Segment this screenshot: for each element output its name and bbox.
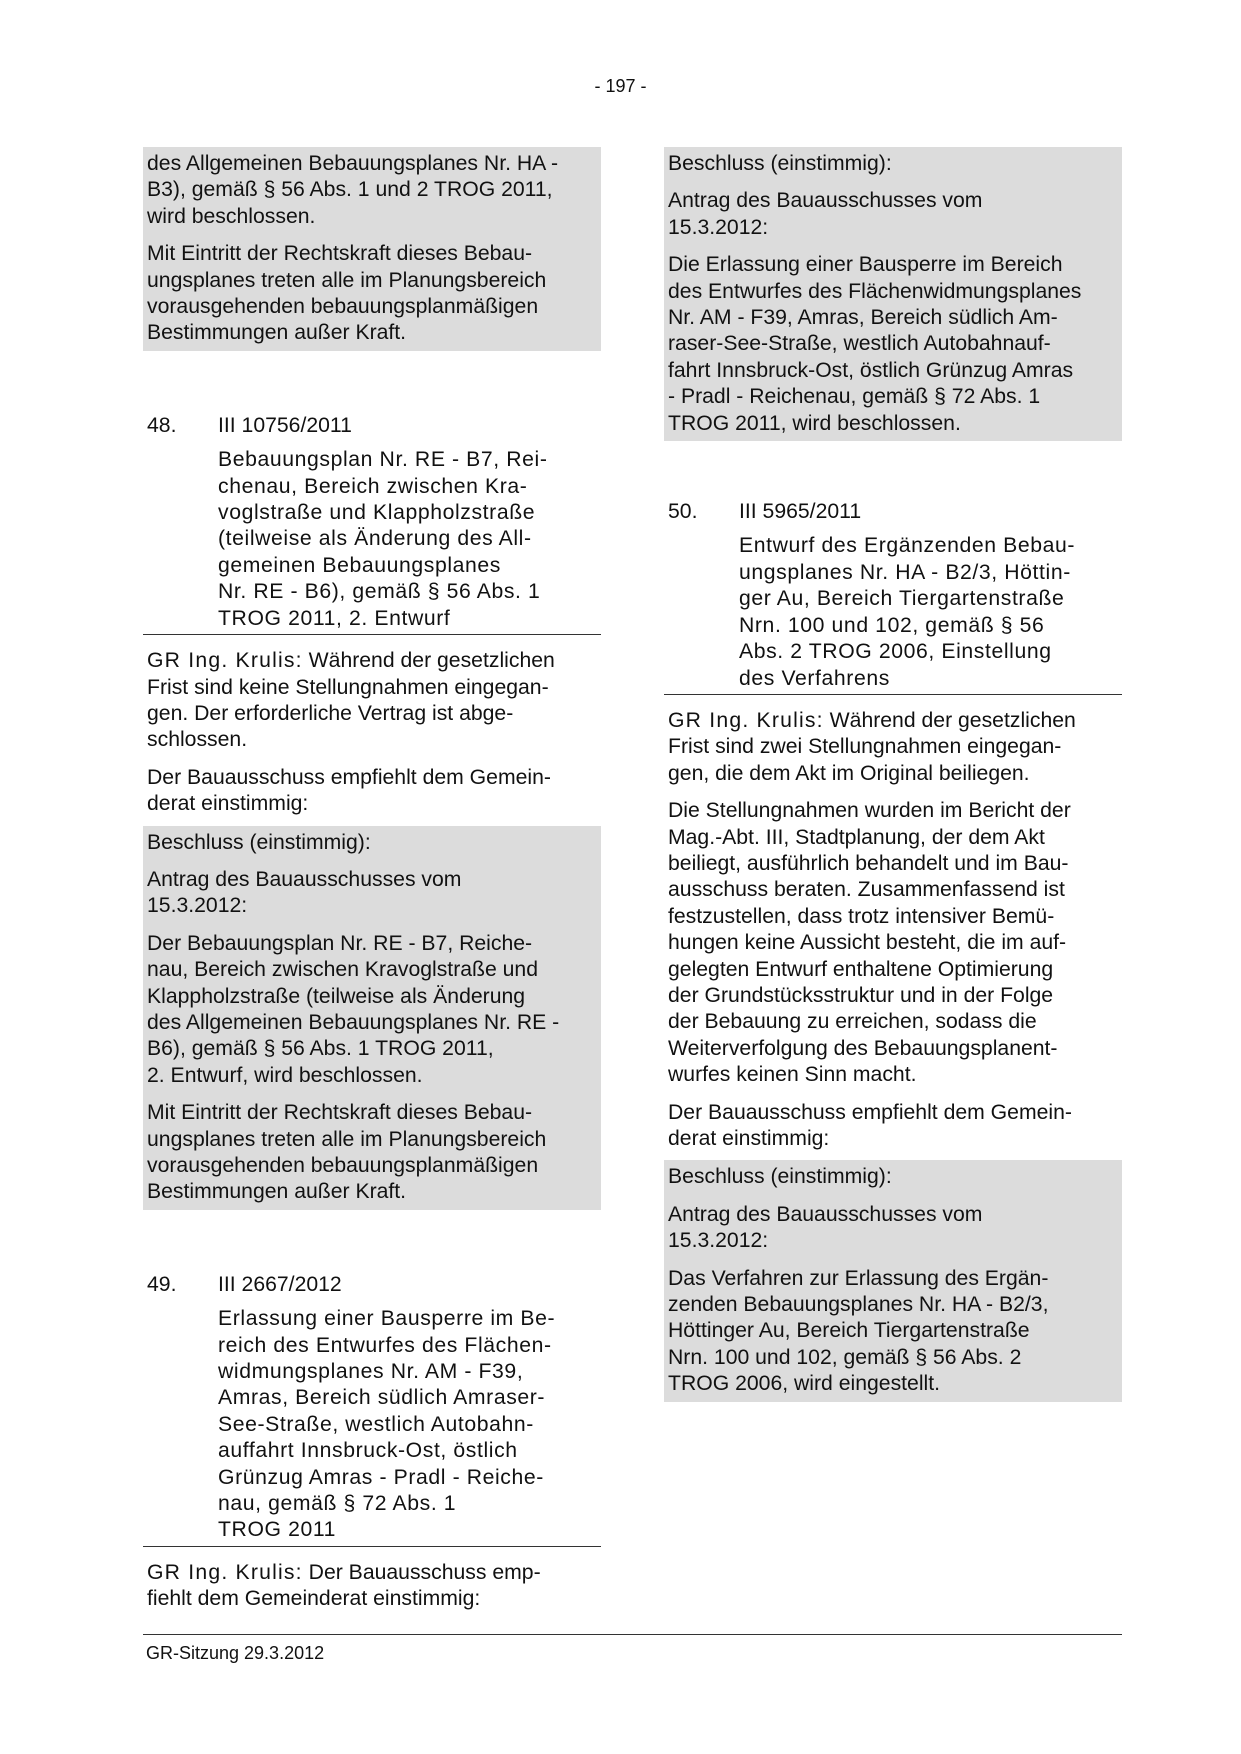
- page-number: - 197 -: [594, 76, 647, 96]
- agenda-item-49: [143, 1272, 601, 1613]
- resolution-heading: Beschluss (einstimmig):: [668, 1165, 892, 1189]
- speaker-statement: [664, 708, 1122, 787]
- item-reference: III 2667/2012: [218, 1272, 342, 1296]
- resolution-box: [143, 826, 601, 1210]
- agenda-item-50: [664, 499, 1122, 1402]
- speaker-statement: [143, 1560, 601, 1613]
- statement-text: Während der gesetzlichen Frist sind zwei Stellungnahmen eingegan- gen, die dem Akt im Original beiliegen.: [668, 708, 1076, 785]
- resolution-box-49: [664, 147, 1122, 441]
- resolution-box: [664, 1160, 1122, 1401]
- statement-text: Während der gesetzlichen Frist sind keine Stellungnahmen eingegan- gen. Der erforderliche Vertrag ist abge- schlossen.: [147, 649, 555, 752]
- item-header: [143, 413, 601, 439]
- resolution-text: Die Erlassung einer Bausperre im Bereich des Entwurfes des Flächenwidmungsplanes Nr. AM - F39, Amras, Bereich südlich Am- raser-See-Straße, westlich Autobahnauf- fahrt Innsbruck-Ost, östlich Grünzug Amras - Pradl - Reichenau, gemäß § 72 Abs. 1 TROG 2011, wird beschlossen.: [668, 253, 1082, 435]
- resolution-text: Das Verfahren zur Erlassung des Ergän- zenden Bebauungsplanes Nr. HA - B2/3, Höttinger Au, Bereich Tiergartenstraße Nrn. 100 und 102, gemäß § 56 Abs. 2 TROG 2006, wird eingestellt.: [668, 1266, 1049, 1396]
- resolution-text: des Allgemeinen Bebauungsplanes Nr. HA - B3), gemäß § 56 Abs. 1 und 2 TROG 2011, wird beschlossen.: [147, 152, 559, 228]
- speaker-name: GR Ing. Krulis:: [147, 649, 303, 673]
- committee-recommendation: Der Bauausschuss empfiehlt dem Gemein- derat einstimmig:: [147, 765, 551, 816]
- resolution-text: Der Bebauungsplan Nr. RE - B7, Reiche- nau, Bereich zwischen Kravoglstraße und Klappholzstraße (teilweise als Änderung des Allgemeinen Bebauungsplanes Nr. RE - B6), gemäß § 56 Abs. 1 TROG 2011, 2. Entwurf, wird beschlossen.: [147, 931, 560, 1087]
- item-title: Bebauungsplan Nr. RE - B7, Rei- chenau, Bereich zwischen Kra- voglstraße und Klappholzstraße (teilweise als Änderung des All- gemeinen Bebauungsplanes Nr. RE - B6), gemäß § 56 Abs. 1 TROG 2011, 2. Entwurf: [218, 448, 548, 630]
- committee-recommendation: Der Bauausschuss empfiehlt dem Gemein- derat einstimmig:: [668, 1100, 1072, 1150]
- resolution-legal-effect: Mit Eintritt der Rechtskraft dieses Bebau- ungsplanes treten alle im Planungsbereich vorausgehenden bebauungsplanmäßigen Bestimmungen außer Kraft.: [147, 1101, 547, 1204]
- motion-heading: Antrag des Bauausschusses vom 15.3.2012:: [668, 189, 983, 239]
- motion-heading: Antrag des Bauausschusses vom 15.3.2012:: [147, 867, 462, 918]
- item-reference: III 10756/2011: [218, 413, 352, 437]
- item-title: Erlassung einer Bausperre im Be- reich des Entwurfes des Flächen- widmungsplanes Nr. AM - F39, Amras, Bereich südlich Amraser- See-Straße, westlich Autobahn- auffahrt Innsbruck-Ost, östlich Grünzug Amras - Pradl - Reiche- nau, gemäß § 72 Abs. 1 TROG 2011: [218, 1307, 556, 1542]
- left-column: [143, 147, 601, 1613]
- resolution-heading: Beschluss (einstimmig):: [147, 830, 371, 854]
- item-header: [143, 1272, 601, 1298]
- resolution-heading: Beschluss (einstimmig):: [668, 152, 892, 175]
- footer-session-date: GR-Sitzung 29.3.2012: [146, 1643, 325, 1663]
- item-reference: III 5965/2011: [739, 500, 862, 524]
- item-header: [664, 499, 1122, 525]
- item-number: 49.: [147, 1272, 177, 1296]
- speaker-name: GR Ing. Krulis:: [668, 708, 824, 732]
- speaker-statement: [143, 648, 601, 754]
- resolution-box-continued: [143, 147, 601, 351]
- resolution-legal-effect: Mit Eintritt der Rechtskraft dieses Bebau- ungsplanes treten alle im Planungsbereich vorausgehenden bebauungsplanmäßigen Bestimmungen außer Kraft.: [147, 242, 547, 345]
- motion-heading: Antrag des Bauausschusses vom 15.3.2012:: [668, 1202, 983, 1253]
- statement-text: Der Bauausschuss emp- fiehlt dem Gemeinderat einstimmig:: [147, 1560, 541, 1611]
- right-column: [664, 147, 1122, 1402]
- footer-divider: [143, 1634, 1122, 1635]
- agenda-item-48: [143, 413, 601, 1210]
- item-number: 50.: [668, 500, 698, 524]
- item-title: Entwurf des Ergänzenden Bebau- ungsplanes Nr. HA - B2/3, Höttin- ger Au, Bereich Tiergartenstraße Nrn. 100 und 102, gemäß § 56 Abs. 2 TROG 2006, Einstellung des Verfahrens: [739, 534, 1076, 690]
- report-paragraph: Die Stellungnahmen wurden im Bericht der Mag.-Abt. III, Stadtplanung, der dem Akt beiliegt, ausführlich behandelt und im Bau- ausschuss beraten. Zusammenfassend ist festzustellen, dass trotz intensiver Bemü- hungen keine Aussicht besteht, die im auf- gelegten Entwurf enthaltene Optimierung der Grundstücksstruktur und in der Folge der Bebauung zu erreichen, sodass die Weiterverfolgung des Bebauungsplanent- wurfes keinen Sinn macht.: [668, 799, 1071, 1087]
- speaker-name: GR Ing. Krulis:: [147, 1560, 303, 1584]
- item-number: 48.: [147, 413, 177, 437]
